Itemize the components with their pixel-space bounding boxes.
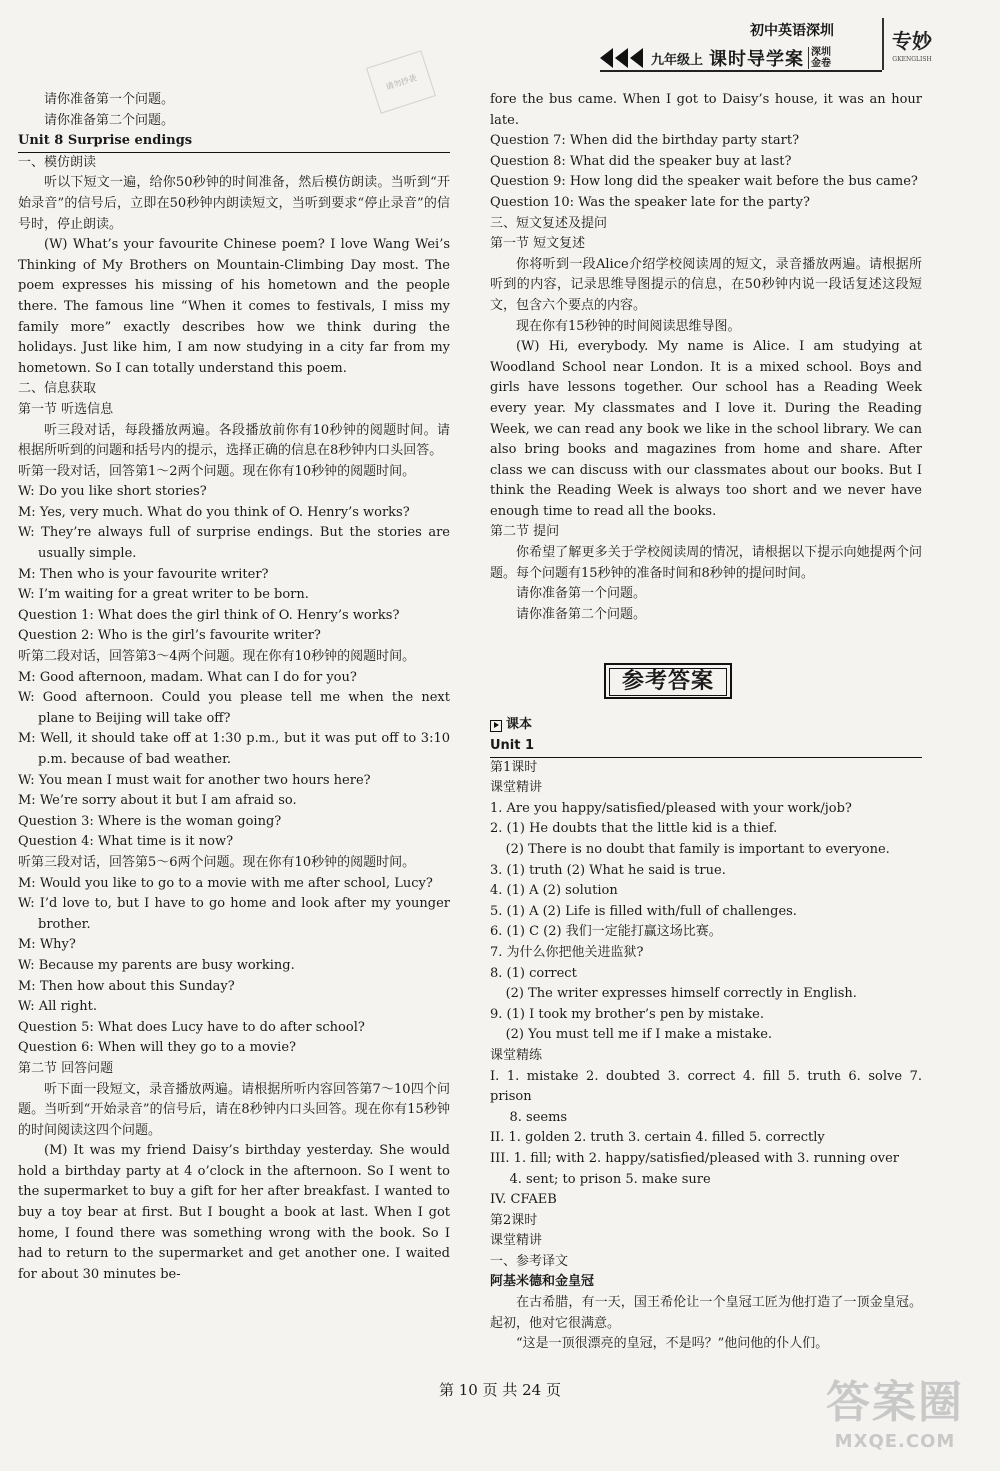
text-line: (2) There is no doubt that family is important to everyone. — [505, 842, 890, 857]
text-line: 8. seems — [509, 1109, 568, 1125]
logo-subtext: GKENGLISH — [892, 56, 932, 63]
text-line: 你希望了解更多关于学校阅读周的情况，请根据以下提示向她提两个问题。每个问题有15秒钟的准备时间和8秒钟的提问时间。 — [490, 545, 922, 581]
text-line: (2) You must tell me if I make a mistake. — [505, 1027, 773, 1043]
text-line: Question 3: Where is the woman going? — [18, 813, 282, 829]
logo-text: 专妙 — [892, 29, 932, 53]
text-line: W: Do you like short stories? — [18, 484, 207, 500]
text-line: M: Why? — [18, 937, 76, 953]
textbook-text: 课本 — [506, 717, 533, 733]
header-series: 课时导学案 — [709, 49, 805, 70]
text-line: 6. (1) C (2) 我们一定能打赢这场比赛。 — [490, 924, 722, 940]
text-line: I. 1. mistake 2. doubted 3. correct 4. fill 5. truth 6. solve 7. prison — [490, 1068, 922, 1105]
text-line: 第一节 短文复述 — [490, 236, 586, 252]
text-line: IV. CFAEB — [490, 1192, 557, 1208]
text-line: Unit 8 Surprise endings — [18, 131, 450, 153]
text-line: 1. Are you happy/satisfied/pleased with your work/job? — [490, 800, 852, 816]
text-line: Question 7: When did the birthday party start? — [490, 133, 800, 149]
text-line: 7. 为什么你把他关进监狱? — [490, 944, 644, 960]
text-line: Question 2: Who is the girl’s favourite writer? — [18, 628, 321, 644]
text-line: 三、短文复述及提问 — [490, 215, 608, 231]
text-line: Question 1: What does the girl think of O. Henry’s works? — [18, 607, 400, 623]
text-line: 听第三段对话，回答第5～6两个问题。现在你有10秒钟的阅题时间。 — [18, 854, 416, 870]
text-line: M: Well, it should take off at 1:30 p.m., but it was put off to 3:10 p.m. because of bad weather. — [18, 731, 450, 767]
text-line: M: Yes, very much. What do you think of O. Henry’s works? — [18, 504, 410, 520]
watermark-url: MXQE.COM — [834, 1431, 956, 1452]
triple-chevron-icon — [600, 48, 645, 68]
header-tag: 深圳金卷 — [808, 47, 835, 69]
answer-title-box — [604, 663, 732, 699]
text-line: M: Then how about this Sunday? — [18, 978, 235, 994]
text-line: fore the bus came. When I got to Daisy’s house, it was an hour late. — [490, 92, 922, 128]
text-line: (2) The writer expresses himself correctly in English. — [505, 986, 857, 1002]
watermark-text: 答案圈 — [826, 1377, 964, 1428]
text-line: 课堂精练 — [490, 1047, 543, 1063]
text-line: M: Good afternoon, madam. What can I do for you? — [18, 669, 357, 685]
text-line: 第2课时 — [490, 1212, 538, 1228]
page-header — [600, 12, 940, 74]
right-column-bottom — [490, 736, 922, 1355]
text-line: 4. (1) A (2) solution — [490, 883, 618, 899]
text-line: 听三段对话，每段播放两遍。各段播放前你有10秒钟的阅题时间。请根据所听到的问题和括号内的提示，选择正确的信息在8秒钟内口头回答。 — [18, 422, 450, 459]
text-line: 3. (1) truth (2) What he said is true. — [490, 862, 726, 878]
text-line: III. 1. fill; with 2. happy/satisfied/pleased with 3. running over — [490, 1150, 899, 1166]
text-line: M: Then who is your favourite writer? — [18, 566, 269, 582]
right-column — [490, 90, 922, 1355]
text-line: W: All right. — [18, 999, 98, 1015]
text-line: 4. sent; to prison 5. make sure — [509, 1171, 711, 1187]
text-line: 9. (1) I took my brother’s pen by mistake. — [490, 1006, 764, 1022]
text-line: W: Good afternoon. Could you please tell me when the next plane to Beijing will take off? — [18, 690, 450, 726]
header-bar — [600, 46, 882, 72]
text-line: Question 9: How long did the speaker wait before the bus came? — [490, 174, 918, 190]
right-column-top — [490, 90, 922, 625]
text-line: 请你准备第二个问题。 — [516, 606, 647, 622]
text-line: 第二节 提问 — [490, 524, 560, 540]
text-line: 听第一段对话，回答第1～2两个问题。现在你有10秒钟的阅题时间。 — [18, 463, 416, 479]
text-line: 请你准备第一个问题。 — [44, 92, 175, 107]
text-line: W: I’m waiting for a great writer to be born. — [18, 587, 309, 603]
text-line: Question 8: What did the speaker buy at last? — [490, 153, 792, 169]
text-line: Question 10: Was the speaker late for the party? — [490, 194, 810, 210]
text-line: M: We’re sorry about it but I am afraid so. — [18, 793, 297, 809]
header-top-text: 初中英语深圳 — [750, 23, 834, 39]
text-line: (W) Hi, everybody. My name is Alice. I am studying at Woodland School near London. It is a mixed school. Boys and girls have lessons together. Our school has a Reading Week every year. My classmates and I love it. During the Reading Week, we can read any book we like in the school library. We can also bring books and magazines from home and share. After class we can discuss with our classmates about our books. But I think the Reading Week is always too short and we never have enough time to read all the books. — [490, 339, 922, 519]
stamp-text: 请勿抄袭 — [384, 72, 418, 92]
answer-title: 参考答案 — [609, 668, 727, 696]
text-line: 现在你有15秒钟的时间阅读思维导图。 — [516, 318, 741, 334]
text-line: 请你准备第二个问题。 — [44, 112, 175, 128]
text-line: 课堂精讲 — [490, 780, 543, 796]
text-line: (M) It was my friend Daisy’s birthday yesterday. She would hold a birthday party at 4 o’clock in the afternoon. So I went to the supermarket to buy a gift for her after breakfast. I wanted to buy a toy bear at first. But I bought a book at last. When I got home, I found there was something wrong with the book. So I had to return to the supermarket and get another one. I waited for about 30 minutes be- — [18, 1143, 450, 1282]
text-line: 第一节 听选信息 — [18, 401, 114, 417]
text-line: 听以下短文一遍，给你50秒钟的时间准备，然后模仿朗读。当听到“开始录音”的信号后，立即在50秒钟内朗读短文，当听到要求“停止录音”的信号时，停止朗读。 — [18, 175, 450, 232]
publisher-logo — [882, 18, 940, 70]
left-column — [18, 90, 450, 1285]
text-line: 第1课时 — [490, 759, 538, 775]
text-line: 一、参考译文 — [490, 1253, 569, 1269]
text-line: 5. (1) A (2) Life is filled with/full of challenges. — [490, 903, 797, 919]
text-line: 第二节 回答问题 — [18, 1060, 114, 1076]
text-line: W: I’d love to, but I have to go home and look after my younger brother. — [18, 896, 450, 932]
text-line: 2. (1) He doubts that the little kid is a thief. — [490, 821, 778, 837]
text-line: 请你准备第一个问题。 — [516, 586, 647, 602]
textbook-label — [490, 715, 922, 736]
header-grade: 九年级上 — [651, 52, 704, 68]
text-line: 听下面一段短文，录音播放两遍。请根据所听内容回答第7～10四个问题。当听到“开始录音”的信号后，请在8秒钟内口头回答。现在你有15秒钟的时间阅读这四个问题。 — [18, 1081, 450, 1138]
text-line: 8. (1) correct — [490, 965, 577, 981]
text-line: Question 5: What does Lucy have to do after school? — [18, 1019, 365, 1035]
text-line: “这是一顶很漂亮的皇冠，不是吗？”他问他的仆人们。 — [516, 1336, 829, 1352]
text-line: Question 4: What time is it now? — [18, 834, 234, 850]
text-line: II. 1. golden 2. truth 3. certain 4. filled 5. correctly — [490, 1130, 825, 1146]
text-line: M: Would you like to go to a movie with me after school, Lucy? — [18, 875, 433, 891]
text-line: 二、信息获取 — [18, 381, 97, 397]
text-line: Unit 1 — [490, 736, 922, 758]
text-line: W: They’re always full of surprise endings. But the stories are usually simple. — [18, 525, 450, 562]
text-line: 在古希腊，有一天，国王希伦让一个皇冠工匠为他打造了一顶金皇冠。起初，他对它很满意。 — [490, 1295, 922, 1331]
page-footer: 第 10 页 共 24 页 — [438, 1381, 561, 1399]
text-line: 你将听到一段Alice介绍学校阅读周的短文，录音播放两遍。请根据所听到的内容，记录思维导图提示的信息，在50秒钟内说一段话复述这段短文，包含六个要点的内容。 — [490, 256, 922, 313]
text-line: 阿基米德和金皇冠 — [490, 1274, 595, 1290]
play-icon — [490, 720, 502, 732]
text-line: W: You mean I must wait for another two hours here? — [18, 772, 371, 788]
text-line: 课堂精讲 — [490, 1233, 543, 1249]
text-line: Question 6: When will they go to a movie? — [18, 1040, 296, 1056]
text-line: 一、模仿朗读 — [18, 154, 97, 170]
watermark — [800, 1375, 990, 1465]
text-line: W: Because my parents are busy working. — [18, 957, 295, 973]
text-line: (W) What’s your favourite Chinese poem? I love Wang Wei’s Thinking of My Brothers on Mountain-Climbing Day most. The poem expresses his missing of his hometown and the people there. The famous line “When it comes to festivals, I miss my family more” exactly describes how we think during the holidays. Just like him, I am now studying in a city far from my hometown. So I can totally understand this poem. — [18, 237, 450, 376]
text-line: 听第二段对话，回答第3～4两个问题。现在你有10秒钟的阅题时间。 — [18, 649, 416, 665]
